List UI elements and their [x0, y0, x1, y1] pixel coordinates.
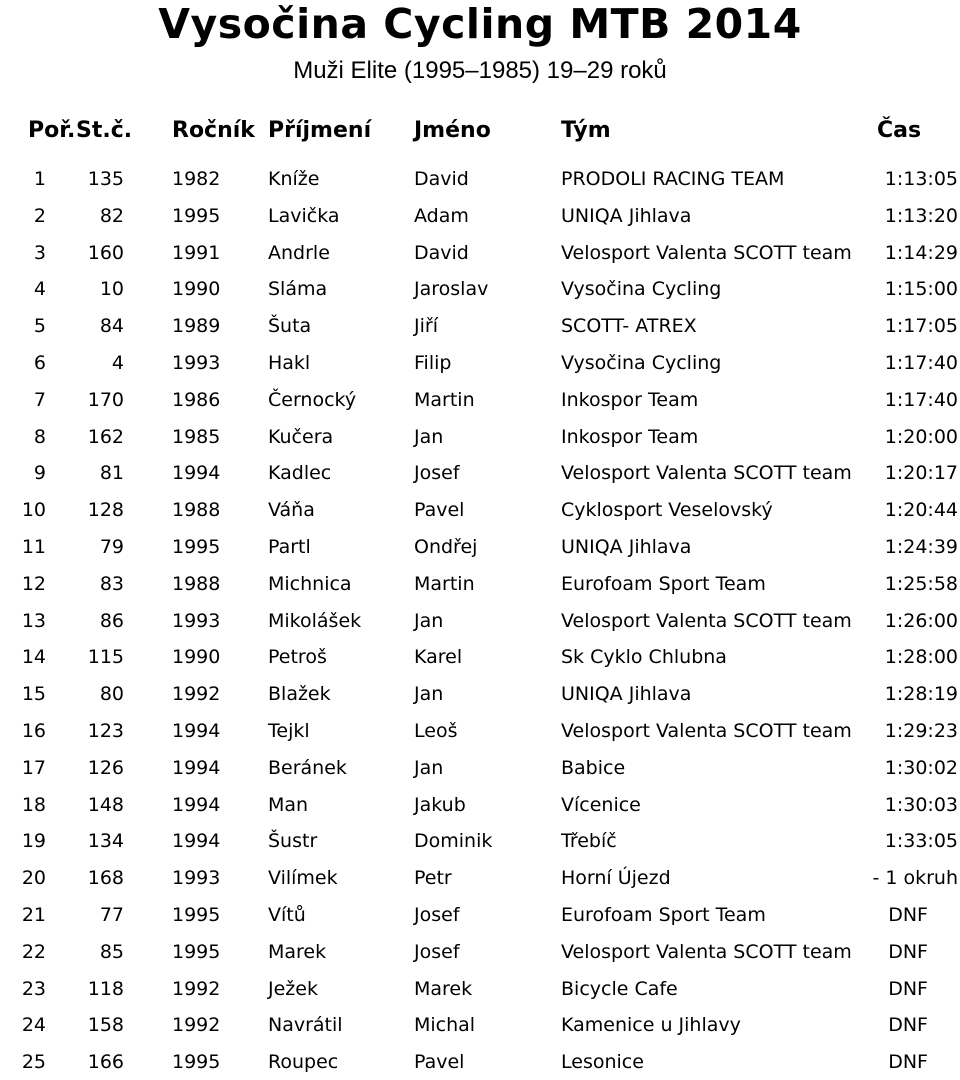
row-start-number: 84 [99, 315, 124, 338]
row-surname: Hakl [268, 351, 311, 374]
row-time: 1:15:00 [884, 278, 958, 301]
row-team: Cyklosport Veselovský [561, 499, 773, 522]
row-team: Vysočina Cycling [561, 278, 722, 301]
row-birth-year: 1988 [172, 499, 221, 522]
row-surname: Tejkl [268, 719, 310, 742]
row-start-number: 168 [87, 867, 124, 890]
row-start-number: 85 [99, 940, 124, 963]
header-position: Poř. [28, 118, 76, 143]
page-subtitle: Muži Elite (1995–1985) 19–29 roků [293, 57, 667, 84]
row-birth-year: 1992 [172, 977, 221, 1000]
row-time: 1:20:17 [884, 462, 958, 485]
table-row [0, 197, 960, 234]
row-position: 20 [21, 867, 46, 890]
row-start-number: 135 [87, 168, 124, 190]
row-surname: Andrle [268, 241, 330, 264]
table-row [0, 786, 960, 823]
row-first-name: Karel [414, 646, 463, 669]
row-time: DNF [888, 903, 928, 926]
row-position: 1 [33, 168, 46, 190]
row-first-name: Josef [414, 940, 460, 963]
row-birth-year: 1989 [172, 315, 221, 338]
row-surname: Petroš [268, 646, 327, 669]
row-first-name: David [414, 168, 469, 190]
row-position: 8 [33, 425, 46, 448]
row-first-name: Dominik [414, 830, 493, 853]
row-birth-year: 1986 [172, 388, 221, 411]
row-birth-year: 1994 [172, 793, 221, 816]
row-position: 17 [21, 756, 46, 779]
row-first-name: Michal [414, 1014, 476, 1037]
row-first-name: Leoš [414, 719, 458, 742]
row-first-name: Jan [414, 425, 444, 448]
row-team: Lesonice [561, 1051, 644, 1074]
row-start-number: 10 [99, 278, 124, 301]
row-position: 23 [21, 977, 46, 1000]
row-position: 21 [21, 903, 46, 926]
row-team: Kamenice u Jihlavy [561, 1014, 741, 1037]
row-team: Velosport Valenta SCOTT team [561, 940, 852, 963]
row-start-number: 134 [87, 830, 124, 853]
row-time: 1:25:58 [884, 572, 958, 595]
row-birth-year: 1991 [172, 241, 221, 264]
row-team: Bicycle Cafe [561, 977, 678, 1000]
row-first-name: Marek [414, 977, 473, 1000]
row-birth-year: 1993 [172, 351, 221, 374]
row-position: 22 [21, 940, 46, 963]
row-team: UNIQA Jihlava [561, 204, 692, 227]
row-first-name: Filip [414, 351, 452, 374]
row-time: 1:17:40 [884, 351, 958, 374]
row-position: 2 [33, 204, 46, 227]
table-row [0, 602, 960, 639]
row-start-number: 79 [99, 535, 124, 558]
table-row [0, 344, 960, 381]
row-start-number: 118 [87, 977, 124, 1000]
table-row [0, 307, 960, 344]
row-position: 4 [33, 278, 46, 301]
table-header [0, 116, 960, 150]
row-team: Velosport Valenta SCOTT team [561, 241, 852, 264]
table-row [0, 160, 960, 197]
row-team: Inkospor Team [561, 425, 699, 448]
header-start-number: St.č. [76, 118, 133, 143]
table-row [0, 454, 960, 491]
row-time: DNF [888, 1014, 928, 1037]
row-start-number: 166 [87, 1051, 124, 1074]
row-first-name: Martin [414, 388, 475, 411]
row-team: Velosport Valenta SCOTT team [561, 462, 852, 485]
row-start-number: 80 [99, 683, 124, 706]
row-surname: Kučera [268, 425, 334, 448]
table-row [0, 381, 960, 418]
row-team: Velosport Valenta SCOTT team [561, 609, 852, 632]
row-position: 12 [21, 572, 46, 595]
page-title: Vysočina Cycling MTB 2014 [158, 0, 802, 48]
row-first-name: Josef [414, 903, 460, 926]
row-start-number: 162 [87, 425, 124, 448]
row-time: DNF [888, 1051, 928, 1074]
row-surname: Černocký [268, 388, 357, 411]
row-start-number: 77 [99, 903, 124, 926]
row-time: 1:30:02 [884, 756, 958, 779]
row-team: Vícenice [561, 793, 641, 816]
row-time: 1:28:19 [884, 683, 958, 706]
row-team: Velosport Valenta SCOTT team [561, 719, 852, 742]
row-start-number: 115 [87, 646, 124, 669]
header-time: Čas [877, 118, 922, 143]
row-surname: Kníže [268, 168, 320, 190]
row-start-number: 82 [99, 204, 124, 227]
row-birth-year: 1995 [172, 1051, 221, 1074]
row-start-number: 128 [87, 499, 124, 522]
row-team: Horní Újezd [561, 867, 671, 890]
row-surname: Partl [268, 535, 311, 558]
row-start-number: 160 [87, 241, 124, 264]
table-row [0, 565, 960, 602]
row-start-number: 148 [87, 793, 124, 816]
row-first-name: David [414, 241, 469, 264]
row-time: 1:17:40 [884, 388, 958, 411]
row-position: 14 [21, 646, 46, 669]
row-birth-year: 1994 [172, 756, 221, 779]
row-surname: Beránek [268, 756, 347, 779]
row-start-number: 123 [87, 719, 124, 742]
row-surname: Šuta [268, 315, 312, 338]
row-start-number: 86 [99, 609, 124, 632]
row-birth-year: 1995 [172, 535, 221, 558]
row-surname: Roupec [268, 1051, 339, 1074]
row-start-number: 158 [87, 1014, 124, 1037]
table-row [0, 675, 960, 712]
table-row [0, 712, 960, 749]
row-first-name: Pavel [414, 1051, 465, 1074]
row-position: 9 [33, 462, 46, 485]
row-time: 1:24:39 [884, 535, 958, 558]
row-start-number: 81 [99, 462, 124, 485]
row-time: 1:13:05 [884, 168, 958, 190]
row-time: 1:13:20 [884, 204, 958, 227]
row-start-number: 170 [87, 388, 124, 411]
row-surname: Vítů [268, 903, 306, 926]
row-first-name: Martin [414, 572, 475, 595]
row-time: 1:28:00 [884, 646, 958, 669]
table-row [0, 896, 960, 933]
table-row [0, 749, 960, 786]
row-position: 3 [33, 241, 46, 264]
row-birth-year: 1993 [172, 609, 221, 632]
row-team: Babice [561, 756, 626, 779]
row-team: Eurofoam Sport Team [561, 572, 766, 595]
row-surname: Vilímek [268, 867, 338, 890]
row-birth-year: 1990 [172, 278, 221, 301]
table-row [0, 418, 960, 455]
row-time: 1:33:05 [884, 830, 958, 853]
row-birth-year: 1994 [172, 830, 221, 853]
row-time: 1:20:44 [884, 499, 958, 522]
row-first-name: Jan [414, 609, 444, 632]
table-row [0, 270, 960, 307]
row-team: UNIQA Jihlava [561, 683, 692, 706]
row-surname: Mikolášek [268, 609, 362, 632]
row-first-name: Pavel [414, 499, 465, 522]
row-start-number: 4 [111, 351, 124, 374]
header-birth-year: Ročník [172, 118, 255, 143]
table-row [0, 491, 960, 528]
row-position: 10 [21, 499, 46, 522]
row-position: 7 [33, 388, 46, 411]
row-surname: Marek [268, 940, 327, 963]
row-surname: Ježek [268, 977, 318, 1000]
row-first-name: Petr [414, 867, 452, 890]
row-team: Eurofoam Sport Team [561, 903, 766, 926]
table-row [0, 822, 960, 859]
row-first-name: Jan [414, 756, 444, 779]
row-position: 6 [33, 351, 46, 374]
table-row [0, 1043, 960, 1080]
row-time: 1:17:05 [884, 315, 958, 338]
row-surname: Man [268, 793, 309, 816]
table-row [0, 528, 960, 565]
row-birth-year: 1982 [172, 168, 221, 190]
table-row [0, 1006, 960, 1043]
row-birth-year: 1995 [172, 903, 221, 926]
row-birth-year: 1992 [172, 1014, 221, 1037]
row-position: 5 [33, 315, 46, 338]
row-first-name: Jiří [414, 315, 438, 338]
row-birth-year: 1995 [172, 204, 221, 227]
row-position: 15 [21, 683, 46, 706]
row-surname: Sláma [268, 278, 328, 301]
row-start-number: 126 [87, 756, 124, 779]
row-surname: Navrátil [268, 1014, 343, 1037]
row-team: PRODOLI RACING TEAM [561, 168, 785, 190]
row-team: Třebíč [561, 830, 617, 853]
table-row [0, 638, 960, 675]
row-birth-year: 1990 [172, 646, 221, 669]
row-birth-year: 1993 [172, 867, 221, 890]
row-birth-year: 1992 [172, 683, 221, 706]
row-team: SCOTT- ATREX [561, 315, 697, 338]
row-position: 24 [21, 1014, 46, 1037]
row-birth-year: 1988 [172, 572, 221, 595]
row-time: 1:30:03 [884, 793, 958, 816]
row-position: 13 [21, 609, 46, 632]
row-time: 1:26:00 [884, 609, 958, 632]
row-time: DNF [888, 977, 928, 1000]
header-surname: Příjmení [268, 118, 372, 143]
row-position: 25 [21, 1051, 46, 1074]
row-birth-year: 1994 [172, 719, 221, 742]
row-time: - 1 okruh [872, 867, 958, 890]
table-row [0, 859, 960, 896]
row-birth-year: 1985 [172, 425, 221, 448]
table-row [0, 234, 960, 271]
row-surname: Váňa [268, 499, 315, 522]
row-time: 1:29:23 [884, 719, 958, 742]
row-surname: Lavička [268, 204, 340, 227]
row-surname: Šustr [268, 830, 318, 853]
header-team: Tým [561, 118, 611, 143]
row-team: Sk Cyklo Chlubna [561, 646, 727, 669]
row-surname: Kadlec [268, 462, 332, 485]
row-position: 16 [21, 719, 46, 742]
table-row [0, 970, 960, 1007]
row-time: DNF [888, 940, 928, 963]
row-birth-year: 1994 [172, 462, 221, 485]
row-time: 1:20:00 [884, 425, 958, 448]
row-first-name: Jakub [414, 793, 466, 816]
row-team: UNIQA Jihlava [561, 535, 692, 558]
row-position: 11 [21, 535, 46, 558]
row-position: 18 [21, 793, 46, 816]
row-first-name: Adam [414, 204, 469, 227]
header-first-name: Jméno [414, 118, 491, 143]
row-first-name: Jaroslav [414, 278, 489, 301]
row-first-name: Ondřej [414, 535, 478, 558]
row-first-name: Josef [414, 462, 460, 485]
row-team: Inkospor Team [561, 388, 699, 411]
row-surname: Michnica [268, 572, 352, 595]
row-first-name: Jan [414, 683, 444, 706]
row-time: 1:14:29 [884, 241, 958, 264]
row-start-number: 83 [99, 572, 124, 595]
row-surname: Blažek [268, 683, 331, 706]
table-row [0, 933, 960, 970]
row-birth-year: 1995 [172, 940, 221, 963]
row-position: 19 [21, 830, 46, 853]
results-table [0, 160, 960, 1080]
row-team: Vysočina Cycling [561, 351, 722, 374]
